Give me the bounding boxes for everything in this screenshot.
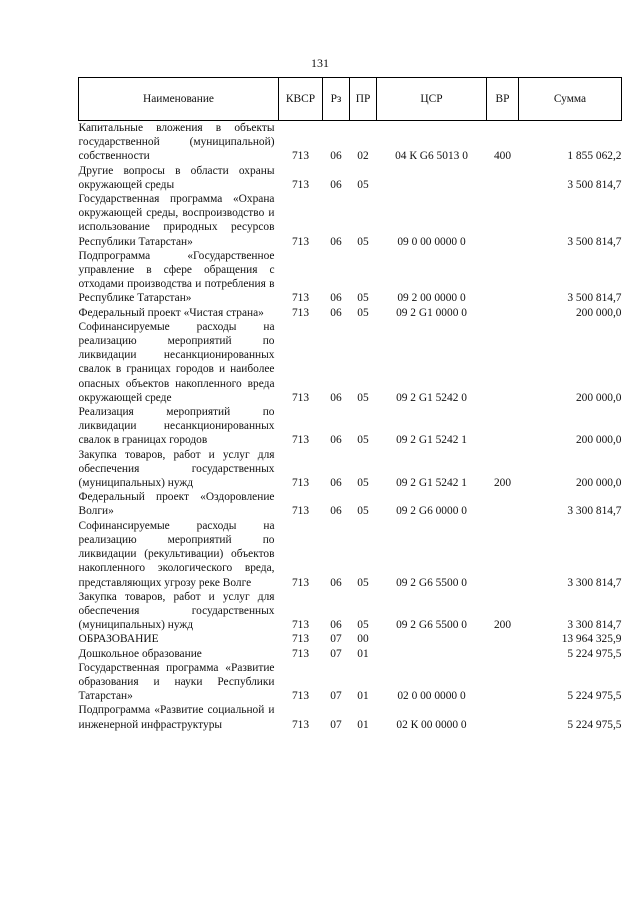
row-sum: 13 964 325,9 <box>561 633 622 646</box>
header-sum: Сумма <box>519 78 622 121</box>
row-name: Подпрограмма «Развитие социальной и инженерной инфраструктуры <box>78 704 275 731</box>
row-kvsr: 713 <box>291 633 310 646</box>
row-csr: 09 2 G1 0000 0 <box>396 306 467 319</box>
table-row <box>79 661 622 704</box>
row-sum: 200 000,0 <box>575 306 622 319</box>
header-pr: ПР <box>350 78 377 121</box>
row-kvsr: 713 <box>291 150 310 163</box>
row-name: Государственная программа «Охрана окружающей среды, воспроизводство и использование природных ресурсов Республики Татарстан» <box>78 193 275 248</box>
row-pr: 00 <box>357 633 369 646</box>
row-sum: 3 300 814,7 <box>567 505 622 518</box>
row-name: Подпрограмма «Государственное управление в сфере обращения с отходами производства и потребления в Республике Татарстан» <box>78 249 275 305</box>
table-row <box>79 590 622 633</box>
row-csr <box>377 164 487 192</box>
row-pr: 05 <box>357 576 369 589</box>
row-sum: 200 000,0 <box>575 434 622 447</box>
row-kvsr: 713 <box>291 690 310 703</box>
row-sum: 3 500 814,7 <box>567 292 622 305</box>
row-kvsr: 713 <box>291 576 310 589</box>
row-sum: 200 000,0 <box>575 391 622 404</box>
row-vr <box>487 661 519 704</box>
row-name: Софинансируемые расходы на реализацию мероприятий по ликвидации несанкционированных свалок в границах городов и наиболее опасных объектов накопленного вреда окружающей среде <box>78 320 275 404</box>
row-vr <box>487 249 519 306</box>
table-row <box>79 647 622 661</box>
row-name: Реализация мероприятий по ликвидации несанкционированных свалок в границах городов <box>78 406 275 447</box>
row-rz: 07 <box>330 690 342 703</box>
row-vr <box>487 647 519 661</box>
row-rz: 06 <box>330 434 342 447</box>
row-csr: 09 2 G6 5500 0 <box>396 619 467 632</box>
row-kvsr: 713 <box>291 505 310 518</box>
row-pr: 01 <box>357 647 369 660</box>
row-pr: 01 <box>357 718 369 731</box>
row-name: Закупка товаров, работ и услуг для обеспечения государственных (муниципальных) нужд <box>78 590 275 632</box>
row-vr <box>487 306 519 320</box>
row-vr <box>487 405 519 448</box>
row-sum: 3 500 814,7 <box>567 178 622 191</box>
row-name: Федеральный проект «Оздоровление Волги» <box>78 491 275 518</box>
table-row <box>79 320 622 405</box>
table-row <box>79 490 622 518</box>
row-sum: 1 855 062,2 <box>567 150 622 163</box>
row-sum: 5 224 975,5 <box>567 690 622 703</box>
row-sum: 5 224 975,5 <box>567 718 622 731</box>
row-pr: 05 <box>357 292 369 305</box>
row-pr: 05 <box>357 477 369 490</box>
table-header-row <box>79 78 622 121</box>
row-csr <box>377 632 487 646</box>
row-pr: 05 <box>357 619 369 632</box>
row-rz: 06 <box>330 306 342 319</box>
row-name: Другие вопросы в области охраны окружающей среды <box>78 164 275 191</box>
row-pr: 05 <box>357 505 369 518</box>
row-csr: 09 2 G6 0000 0 <box>396 505 467 518</box>
row-csr: 09 2 G1 5242 1 <box>396 477 467 490</box>
table-body <box>79 121 622 732</box>
header-csr: ЦСР <box>377 78 487 121</box>
row-pr: 05 <box>357 306 369 319</box>
row-sum: 3 300 814,7 <box>567 619 622 632</box>
row-kvsr: 713 <box>291 477 310 490</box>
row-rz: 06 <box>330 505 342 518</box>
table-row <box>79 703 622 731</box>
row-rz: 06 <box>330 619 342 632</box>
table-row <box>79 192 622 249</box>
table-row <box>79 121 622 164</box>
row-name: Закупка товаров, работ и услуг для обеспечения государственных (муниципальных) нужд <box>78 448 275 490</box>
row-vr: 400 <box>493 150 512 163</box>
row-pr: 05 <box>357 235 369 248</box>
row-name: Федеральный проект «Чистая страна» <box>78 306 264 319</box>
row-vr <box>487 519 519 590</box>
row-kvsr: 713 <box>291 718 310 731</box>
row-rz: 06 <box>330 150 342 163</box>
row-pr: 05 <box>357 391 369 404</box>
row-vr <box>487 490 519 518</box>
row-csr: 09 2 G1 5242 1 <box>396 434 467 447</box>
table-row <box>79 519 622 590</box>
row-vr <box>487 164 519 192</box>
row-pr: 01 <box>357 690 369 703</box>
header-rz: Рз <box>323 78 350 121</box>
row-kvsr: 713 <box>291 292 310 305</box>
row-pr: 02 <box>357 150 369 163</box>
row-csr <box>377 647 487 661</box>
row-csr: 09 2 G1 5242 0 <box>396 391 467 404</box>
row-csr: 02 К 00 0000 0 <box>396 718 467 731</box>
table-row <box>79 632 622 646</box>
row-rz: 06 <box>330 235 342 248</box>
row-kvsr: 713 <box>291 178 310 191</box>
row-rz: 06 <box>330 477 342 490</box>
row-sum: 3 300 814,7 <box>567 576 622 589</box>
row-vr: 200 <box>493 477 512 490</box>
row-csr: 02 0 00 0000 0 <box>397 690 466 703</box>
row-kvsr: 713 <box>291 235 310 248</box>
row-name: Государственная программа «Развитие образования и науки Республики Татарстан» <box>78 661 275 703</box>
table-row <box>79 164 622 192</box>
row-pr: 05 <box>357 178 369 191</box>
row-kvsr: 713 <box>291 306 310 319</box>
table-row <box>79 448 622 491</box>
row-vr <box>487 192 519 249</box>
row-vr <box>487 320 519 405</box>
row-sum: 3 500 814,7 <box>567 235 622 248</box>
row-rz: 06 <box>330 576 342 589</box>
row-vr <box>487 632 519 646</box>
row-vr <box>487 703 519 731</box>
row-kvsr: 713 <box>291 647 310 660</box>
page-number: 131 <box>311 56 329 70</box>
row-name: ОБРАЗОВАНИЕ <box>78 633 159 646</box>
row-kvsr: 713 <box>291 434 310 447</box>
row-rz: 07 <box>330 647 342 660</box>
header-vr: ВР <box>487 78 519 121</box>
row-csr: 04 К G6 5013 0 <box>395 150 468 163</box>
header-kvsr: КВСР <box>279 78 323 121</box>
table-row <box>79 306 622 320</box>
row-name: Дошкольное образование <box>78 647 202 660</box>
row-csr: 09 0 00 0000 0 <box>397 235 466 248</box>
table-row <box>79 249 622 306</box>
row-sum: 5 224 975,5 <box>567 647 622 660</box>
row-csr: 09 2 G6 5500 0 <box>396 576 467 589</box>
row-vr: 200 <box>493 619 512 632</box>
row-csr: 09 2 00 0000 0 <box>397 292 466 305</box>
budget-table <box>78 77 622 732</box>
row-name: Капитальные вложения в объекты государственной (муниципальной) собственности <box>78 122 275 163</box>
table-row <box>79 405 622 448</box>
row-rz: 06 <box>330 292 342 305</box>
row-pr: 05 <box>357 434 369 447</box>
row-kvsr: 713 <box>291 619 310 632</box>
row-sum: 200 000,0 <box>575 477 622 490</box>
row-rz: 07 <box>330 718 342 731</box>
row-kvsr: 713 <box>291 391 310 404</box>
row-rz: 07 <box>330 633 342 646</box>
row-name: Софинансируемые расходы на реализацию мероприятий по ликвидации (рекультивации) объектов накопленного экологического вреда, представляющих угрозу реке Волге <box>78 519 275 589</box>
row-rz: 06 <box>330 178 342 191</box>
header-name: Наименование <box>79 78 279 121</box>
row-rz: 06 <box>330 391 342 404</box>
